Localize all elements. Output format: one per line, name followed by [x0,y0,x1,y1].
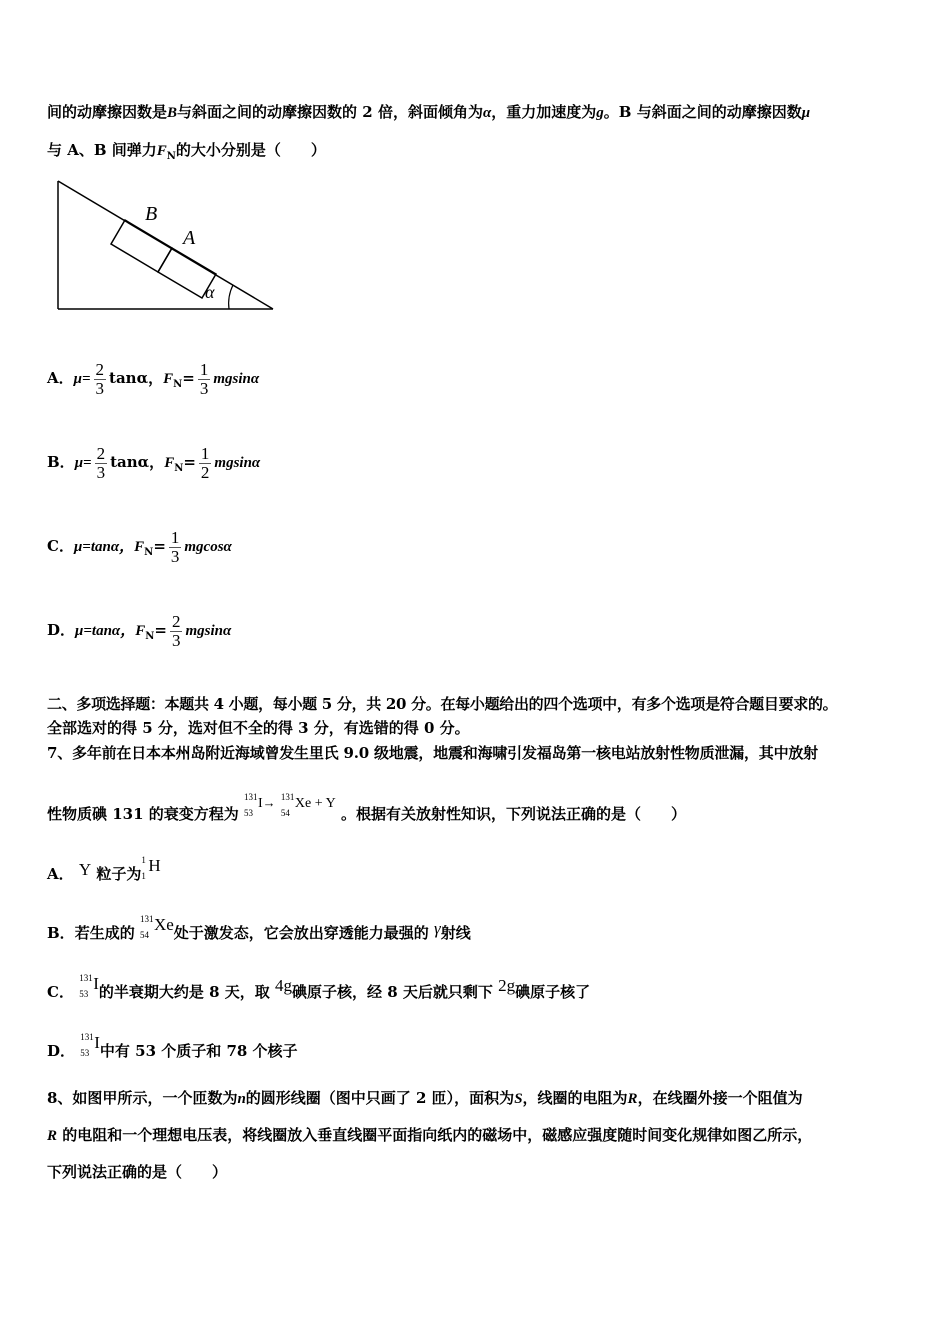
incline-figure [55,178,280,313]
q6-option-c[interactable] [47,526,232,573]
equals: = [182,369,195,387]
numerator: 1 [200,443,210,463]
q6-text: 。B 与斜面之间的动摩擦因数 [603,103,802,121]
var-s: S [514,1091,523,1107]
option-letter: D． [47,621,76,639]
mass-number: 1 [141,855,146,865]
xenon-nuclide [139,914,174,940]
option-letter: B． [47,924,75,942]
arrow: → [262,795,276,810]
q7-option-b[interactable] [47,914,471,944]
mass-2g: 2g [498,976,516,995]
denominator: 3 [199,378,209,398]
var-alpha: α [482,105,492,121]
option-letter: C． [47,537,74,555]
var-f: F [134,539,145,555]
sub-n: N [173,379,183,390]
q7-line2 [47,792,686,826]
fraction [94,361,107,398]
symbol: Xe + Y [294,796,336,811]
var-n: n [237,1091,246,1107]
numerator: 2 [171,611,181,631]
option-letter: D． [47,1042,76,1060]
numerator: 2 [95,359,105,379]
option-letter: A． [47,865,74,883]
option-text: 若生成的 [74,924,135,942]
option-text: 碘原子核，经 8 天后就只剩下 [291,983,493,1001]
fraction [95,445,108,482]
mu-equals: μ= [73,371,91,387]
option-letter: A． [47,369,74,387]
option-text: 中有 53 个质子和 78 个核子 [99,1042,298,1060]
mass-number: 131 [79,973,93,983]
q6-line2 [47,140,326,167]
var-f: F [156,143,167,159]
symbol-y: Y [78,860,92,879]
label-a: A [183,227,196,249]
fraction [169,529,182,566]
iodine-nuclide [79,973,99,999]
var-g: g [596,105,604,121]
option-text: mgcosα [184,539,232,555]
option-text: 的半衰期大约是 8 天，取 [98,983,270,1001]
q7-option-c[interactable] [47,973,591,1003]
var-b: B [167,105,178,121]
var-r: R [47,1128,58,1144]
option-text: tanα， [109,369,164,387]
atomic-number: 53 [79,989,89,999]
iodine-nuclide [80,1032,100,1058]
var-f: F [164,455,175,471]
q6-text: 间的动摩擦因数是 [47,103,168,121]
option-text: 射线 [440,924,471,942]
q6-text: 与 A、B 间弹力 [47,141,157,159]
option-text: μ=tanα， [73,539,135,555]
q8-line2 [47,1125,812,1146]
q6-line1 [47,102,810,123]
q7-text: 性物质碘 131 的衰变方程为 [47,805,239,823]
mass-number: 131 [80,1032,94,1042]
option-text: 粒子为 [96,865,142,883]
denominator: 2 [200,462,210,482]
decay-product [280,792,336,818]
atomic-number: 54 [139,930,149,940]
q6-option-a[interactable] [47,358,259,405]
symbol: H [148,856,161,875]
numerator: 1 [199,359,209,379]
var-f: F [163,371,174,387]
atomic-number: 54 [280,808,290,818]
decay-equation [244,792,263,818]
var-mu: μ [801,105,811,121]
q8-text: 8、如图甲所示，一个匝数为 [47,1089,238,1107]
symbol: I [94,1033,100,1052]
label-b: B [145,203,158,225]
q8-text: 的电阻和一个理想电压表，将线圈放入垂直线圈平面指向纸内的磁场中，磁感应强度随时间变化规律如图乙所示， [62,1126,813,1144]
atomic-number: 53 [244,808,253,818]
option-letter: B． [47,453,75,471]
option-text: mgsinα [214,455,261,471]
option-letter: C． [47,983,74,1001]
q7-line1: 7、多年前在日本本州岛附近海域曾发生里氏 9.0 级地震，地震和海啸引发福岛第一核电站放射性物质泄漏，其中放射 [47,744,818,762]
q8-line3: 下列说法正确的是（ ） [47,1163,228,1181]
q6-text: 的大小分别是（ ） [175,141,326,159]
symbol: I [258,796,263,811]
denominator: 3 [170,546,180,566]
q6-text: 倍，斜面倾角为 [377,103,483,121]
section2-line1: 二、多项选择题：本题共 4 小题，每小题 5 分，共 20 分。在每小题给出的四个选项中，有多个选项是符合题目要求的。 [47,695,838,713]
sub-n: N [145,631,155,642]
q8-text: ，在线圈外接一个阻值为 [637,1089,803,1107]
mass-number: 131 [139,914,154,924]
option-text: tanα， [110,453,165,471]
sub-n: N [144,547,154,558]
option-text: 处于激发态，它会放出穿透能力最强的 [173,924,429,942]
symbol-gamma: γ [434,919,441,938]
option-text: μ=tanα， [75,623,136,639]
q8-line1 [47,1088,803,1109]
q8-text: 的圆形线圈（图中只画了 2 匝），面积为 [245,1089,515,1107]
sub-n: N [174,463,184,474]
equals: = [183,453,196,471]
label-alpha: α [205,282,215,302]
mass-number: 131 [244,792,258,802]
atomic-number: 53 [80,1048,90,1058]
var-r: R [627,1091,638,1107]
numerator: 1 [170,527,180,547]
mass-4g: 4g [274,976,292,995]
option-text: 碘原子核了 [515,983,591,1001]
q6-text: 与斜面之间的动摩擦因数的 [177,103,358,121]
numerator: 2 [96,443,106,463]
denominator: 3 [171,630,181,650]
symbol: I [93,974,99,993]
sub-n: N [166,151,176,162]
q6-option-d[interactable] [47,610,231,657]
angle-arc [229,285,233,309]
q7-option-d[interactable] [47,1032,298,1062]
mu-equals: μ= [74,455,92,471]
mass-number: 131 [280,792,295,802]
q7-option-a[interactable] [47,855,161,885]
q6-option-b[interactable] [47,442,260,489]
equals: = [154,621,167,639]
symbol: Xe [153,915,174,934]
q6-text: ，重力加速度为 [491,103,597,121]
q6-number: 2 [362,103,373,121]
hydrogen-nuclide [141,855,161,881]
fraction [170,613,183,650]
var-f: F [135,623,146,639]
q8-text: ，线圈的电阻为 [522,1089,628,1107]
atomic-number: 1 [141,871,146,881]
option-text: mgsinα [185,623,232,639]
fraction [199,445,212,482]
denominator: 3 [95,378,105,398]
option-text: mgsinα [213,371,260,387]
denominator: 3 [96,462,106,482]
equals: = [153,537,166,555]
section2-line2: 全部选对的得 5 分，选对但不全的得 3 分，有选错的得 0 分。 [47,719,470,737]
q7-text: 。根据有关放射性知识，下列说法正确的是（ ） [340,805,686,823]
fraction [198,361,211,398]
